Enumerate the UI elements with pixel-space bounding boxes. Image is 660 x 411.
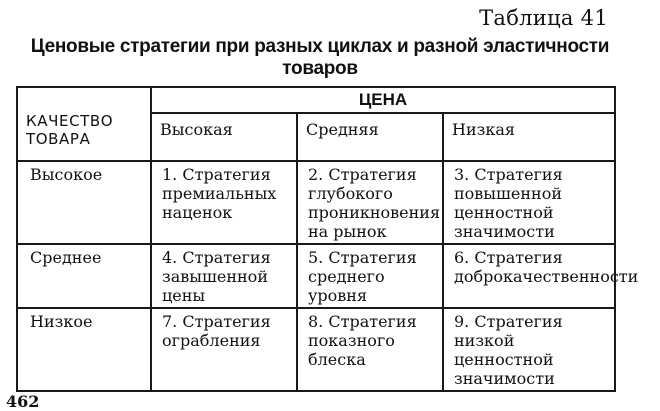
table-title: Ценовые стратегии при разных циклах и разной эластичности товаров — [30, 36, 610, 79]
table-cell: 8. Стратегия показного блеска — [297, 308, 443, 391]
table-cell: 6. Стратегия доброкачественности — [443, 244, 615, 308]
table-row — [17, 244, 615, 308]
table-cell: 2. Стратегия глубокого проникновения на рынок — [297, 161, 443, 244]
table-cell: 9. Стратегия низкой ценностной значимости — [443, 308, 615, 391]
table-number: Таблица 41 — [479, 6, 608, 30]
column-header-high: Высокая — [151, 113, 297, 161]
page-number: 462 — [6, 392, 40, 411]
table-cell: 1. Стратегия премиальных наценок — [151, 161, 297, 244]
table-header-row — [17, 87, 615, 113]
row-header-high-quality: Высокое — [17, 161, 151, 244]
row-header-medium-quality: Среднее — [17, 244, 151, 308]
table-cell: 7. Стратегия ограбления — [151, 308, 297, 391]
row-header-low-quality: Низкое — [17, 308, 151, 391]
table-cell: 3. Стратегия повышенной ценностной значимости — [443, 161, 615, 244]
price-header: ЦЕНА — [151, 87, 615, 113]
table-row — [17, 161, 615, 244]
pricing-strategies-table — [16, 86, 639, 392]
table-cell: 5. Стратегия среднего уровня — [297, 244, 443, 308]
column-header-low: Низкая — [443, 113, 615, 161]
table-cell: 4. Стратегия завышенной цены — [151, 244, 297, 308]
column-header-medium: Средняя — [297, 113, 443, 161]
quality-header: КАЧЕСТВО ТОВАРА — [17, 87, 151, 161]
table-row — [17, 308, 615, 391]
